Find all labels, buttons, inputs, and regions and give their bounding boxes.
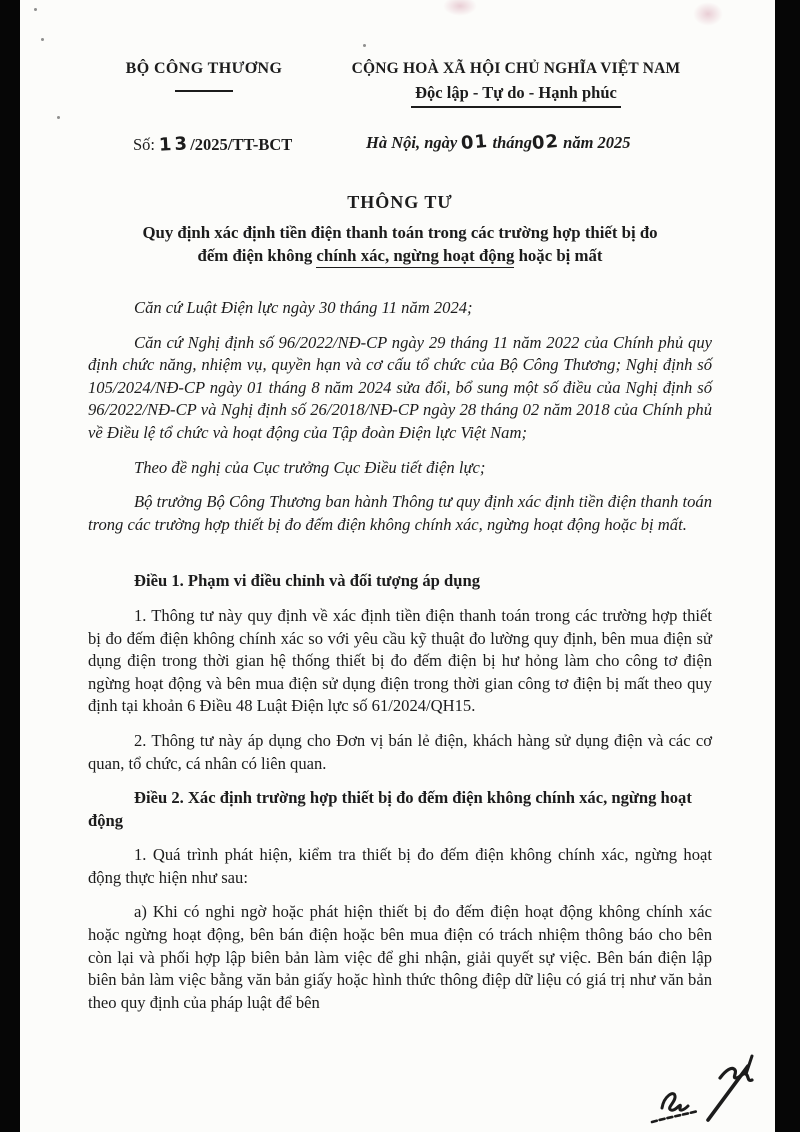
title-line2-post: hoặc bị mất xyxy=(514,246,603,265)
issuing-agency-block xyxy=(88,60,320,108)
article-1-paragraph: 1. Thông tư này quy định về xác định tiền điện thanh toán trong các trường hợp thiết bị đo đếm điện không chính xác so với yêu cầu kỹ thuật đo lường quy định, bên mua điện sử dụng điện trong thời gian hệ thống thiết bị đo đếm điện bị hư hỏng làm cho công tơ điện ngừng hoạt động và bên mua điện sử dụng điện trong thời gian công tơ điện bị mất theo quy định tại khoản 6 Điều 48 Luật Điện lực số 61/2024/QH15. xyxy=(88,605,712,716)
scan-edge-left xyxy=(0,0,20,1132)
article-1-heading: Điều 1. Phạm vi điều chỉnh và đối tượng áp dụng xyxy=(134,571,481,591)
document-number xyxy=(133,134,292,155)
dateline-mid: tháng xyxy=(492,133,532,152)
number-date-row xyxy=(88,126,712,172)
scan-speck xyxy=(41,38,44,41)
place-dateline xyxy=(366,132,631,153)
scan-speck xyxy=(57,116,60,119)
national-motto: Độc lập - Tự do - Hạnh phúc xyxy=(411,83,621,108)
dateline-prefix: Hà Nội, ngày xyxy=(366,133,458,152)
article-2-heading: Điều 2. Xác định trường hợp thiết bị đo đếm điện không chính xác, ngừng hoạt động xyxy=(88,788,692,830)
title-line1: Quy định xác định tiền điện thanh toán trong các trường hợp thiết bị đo xyxy=(142,223,658,242)
signature-initial-right xyxy=(702,1052,764,1124)
article-1-paragraph: 2. Thông tư này áp dụng cho Đơn vị bán lẻ điện, khách hàng sử dụng điện và các cơ quan, tổ chức, cá nhân có liên quan. xyxy=(88,730,712,773)
national-motto-block xyxy=(320,60,712,108)
document-type: THÔNG TƯ xyxy=(347,192,453,212)
scan-edge-right xyxy=(775,0,800,1132)
issuing-agency: BỘ CÔNG THƯƠNG xyxy=(125,60,283,77)
document-title xyxy=(88,221,712,267)
article-2-paragraph: a) Khi có nghi ngờ hoặc phát hiện thiết bị đo đếm điện hoạt động không chính xác hoặc ngừng hoạt động, bên bán điện hoặc bên mua điện có trách nhiệm thông báo cho bên còn lại và phối hợp lập biên bản làm việc để ghi nhận, giải quyết sự việc. Bên bán điện lập biên bản làm việc bằng văn bản giấy hoặc hình thức thông điệp dữ liệu có giá trị như văn bản theo quy định của pháp luật để bên xyxy=(88,902,712,1012)
title-line2-underlined: chính xác, ngừng hoạt động xyxy=(316,246,514,268)
preamble-paragraph: Căn cứ Nghị định số 96/2022/NĐ-CP ngày 29 tháng 11 năm 2022 của Chính phủ quy định chức năng, nhiệm vụ, quyền hạn và cơ cấu tổ chức của Bộ Công Thương; Nghị định số 105/2024/NĐ-CP ngày 01 tháng 8 năm 2024 sửa đổi, bổ sung một số điều của Nghị định số 96/2022/NĐ-CP và Nghị định số 26/2018/NĐ-CP ngày 28 tháng 02 năm 2018 của Chính phủ về Điều lệ tổ chức và hoạt động của Tập đoàn Điện lực Việt Nam; xyxy=(88,332,712,442)
title-line2-pre: đếm điện không xyxy=(197,246,317,265)
preamble-paragraph: Theo đề nghị của Cục trưởng Cục Điều tiết điện lực; xyxy=(134,457,486,477)
number-label: Số: xyxy=(133,135,156,154)
day-handwritten: 01 xyxy=(460,130,490,155)
legal-preamble xyxy=(88,297,712,536)
scan-speck xyxy=(34,8,37,11)
signature-initial-left xyxy=(648,1082,703,1126)
number-suffix: /2025/TT-BCT xyxy=(190,135,293,154)
article-2-paragraph: 1. Quá trình phát hiện, kiểm tra thiết bị đo đếm điện không chính xác, ngừng hoạt động thực hiện như sau: xyxy=(88,845,712,887)
preamble-paragraph: Bộ trưởng Bộ Công Thương ban hành Thông tư quy định xác định tiền điện thanh toán trong các trường hợp thiết bị đo đếm điện không chính xác, ngừng hoạt động hoặc bị mất. xyxy=(88,492,712,534)
month-handwritten: 02 xyxy=(531,130,560,155)
dateline-suffix: năm 2025 xyxy=(563,133,631,152)
agency-underline xyxy=(175,90,233,92)
document-header xyxy=(88,60,712,108)
republic-title: CỘNG HOÀ XÃ HỘI CHỦ NGHĨA VIỆT NAM xyxy=(351,60,681,77)
title-block xyxy=(88,192,712,267)
number-handwritten: 13 xyxy=(158,133,191,156)
preamble-paragraph: Căn cứ Luật Điện lực ngày 30 tháng 11 năm 2024; xyxy=(134,298,473,317)
